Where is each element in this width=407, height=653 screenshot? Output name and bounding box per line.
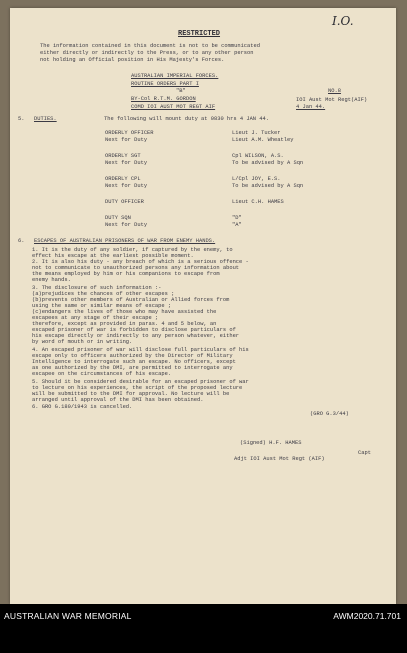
orders-part: "B" xyxy=(176,88,186,94)
body-line: 4. An escaped prisoner of war will disclose full particulars of his xyxy=(32,347,249,353)
section-5-heading: DUTIES. xyxy=(34,116,57,122)
section-6-number: 6. xyxy=(18,238,25,244)
body-line: (a)prejudices the chances of other escapes ; xyxy=(32,291,175,297)
order-number: NO.8 xyxy=(328,88,341,94)
duty-next-person: To be advised by A Sqn xyxy=(232,160,304,166)
body-line: escape only to officers authorized by the Director of Military xyxy=(32,353,233,359)
handwritten-note: I.O. xyxy=(332,14,354,28)
body-line: by word of mouth or in writing. xyxy=(32,339,133,345)
duty-person: Lieut J. Tucker xyxy=(232,130,281,136)
notice-line-3: not holding an Official position in His Majesty's Forces. xyxy=(40,57,225,63)
document-page xyxy=(10,8,396,604)
duty-role: DUTY SQN xyxy=(105,215,131,221)
body-line: (c)endangers the lives of those who may have assisted the xyxy=(32,309,217,315)
classification-heading: RESTRICTED xyxy=(178,30,221,38)
body-line: arranged until approval of the DMI has been obtained. xyxy=(32,397,204,403)
duty-next-label: Next for Duty xyxy=(105,137,148,143)
duty-next-label: Next for Duty xyxy=(105,160,148,166)
footer-institution: AUSTRALIAN WAR MEMORIAL xyxy=(4,611,132,621)
duty-person: Lieut C.H. HAMES xyxy=(232,199,284,205)
duty-person: Cpl WILSON, A.S. xyxy=(232,153,284,159)
duty-role: ORDERLY CPL xyxy=(105,176,141,182)
command: COMD IOI AUST MOT REGT AIF xyxy=(131,104,216,110)
section-6-heading: ESCAPES OF AUSTRALIAN PRISONERS OF WAR FROM ENEMY HANDS. xyxy=(34,238,216,244)
duty-role: DUTY OFFICER xyxy=(105,199,144,205)
body-line: escaped prisoner of war is forbidden to disclose particulars of xyxy=(32,327,236,333)
body-line: 3. The disclosure of such information :- xyxy=(32,285,162,291)
order-date: 4 Jan 44. xyxy=(296,104,326,110)
body-line: not to communicate to unauthorized persons any information about xyxy=(32,265,240,271)
section-5-number: 5. xyxy=(18,116,25,122)
duty-next-person: To be advised by A Sqn xyxy=(232,183,304,189)
notice-line-2: either directly or indirectly to the Press, or to any other person xyxy=(40,50,254,56)
body-line: therefore, except as provided in paras. 4 and 5 below, an xyxy=(32,321,217,327)
duty-person: "D" xyxy=(232,215,242,221)
body-line: using the same or similar means of escape ; xyxy=(32,303,172,309)
archive-footer xyxy=(0,604,407,653)
duty-role: ORDERLY OFFICER xyxy=(105,130,154,136)
body-line: 2. It is also his duty - any breach of which is a serious offence - xyxy=(32,259,249,265)
body-line: Intelligence to interrogate such an escape. No officers, except xyxy=(32,359,236,365)
body-line: 1. It is the duty of any soldier, if captured by the enemy, to xyxy=(32,247,233,253)
body-line: escapee on the circumstances of his escape. xyxy=(32,371,172,377)
force-title: AUSTRALIAN IMPERIAL FORCES. xyxy=(131,73,219,79)
body-line: 6. GRO G.180/1943 is cancelled. xyxy=(32,404,133,410)
signatory-appointment: Adjt IOI Aust Mot Regt (AIF) xyxy=(234,456,325,462)
body-line: as one authorized by the DMI, are permitted to interrogate any xyxy=(32,365,233,371)
section-5-text: The following will mount duty at 0830 hrs 4 JAN 44. xyxy=(104,116,269,122)
body-line: escapees at any stage of their escape ; xyxy=(32,315,159,321)
body-line: his escape directly or indirectly to any person whatever, either xyxy=(32,333,240,339)
duty-next-person: "A" xyxy=(232,222,242,228)
duty-next-label: Next for Duty xyxy=(105,183,148,189)
notice-line-1: The information contained in this document is not to be communicated xyxy=(40,43,260,49)
duty-person: L/Cpl JOY, E.S. xyxy=(232,176,281,182)
duty-role: ORDERLY SGT xyxy=(105,153,141,159)
signature-name: (Signed) H.F. HAMES xyxy=(240,440,302,446)
body-line: will be submitted to the DMI for approval. No lecture will be xyxy=(32,391,230,397)
body-line: to lecture on his experiences, the script of the proposed lecture xyxy=(32,385,243,391)
body-line: effect his escape at the earliest possible moment. xyxy=(32,253,194,259)
duty-next-person: Lieut A.M. Wheatley xyxy=(232,137,294,143)
body-line: 5. Should it be considered desirable for an escaped prisoner of war xyxy=(32,379,249,385)
section-6-reference: (GRO G.3/44) xyxy=(310,411,349,417)
body-line: the means employed by him or his companions to escape from xyxy=(32,271,220,277)
footer-accession-number: AWM2020.71.701 xyxy=(333,611,401,621)
duty-next-label: Next for Duty xyxy=(105,222,148,228)
orders-title: ROUTINE ORDERS PART I xyxy=(131,81,199,87)
body-line: enemy hands. xyxy=(32,277,71,283)
unit-name: IOI Aust Mot Regt(AIF) xyxy=(296,97,368,103)
issued-by: BY-Col R.T.M. GORDON xyxy=(131,96,196,102)
signatory-rank: Capt xyxy=(358,450,371,456)
body-line: (b)prevents other members of Australian or Allied forces from xyxy=(32,297,230,303)
